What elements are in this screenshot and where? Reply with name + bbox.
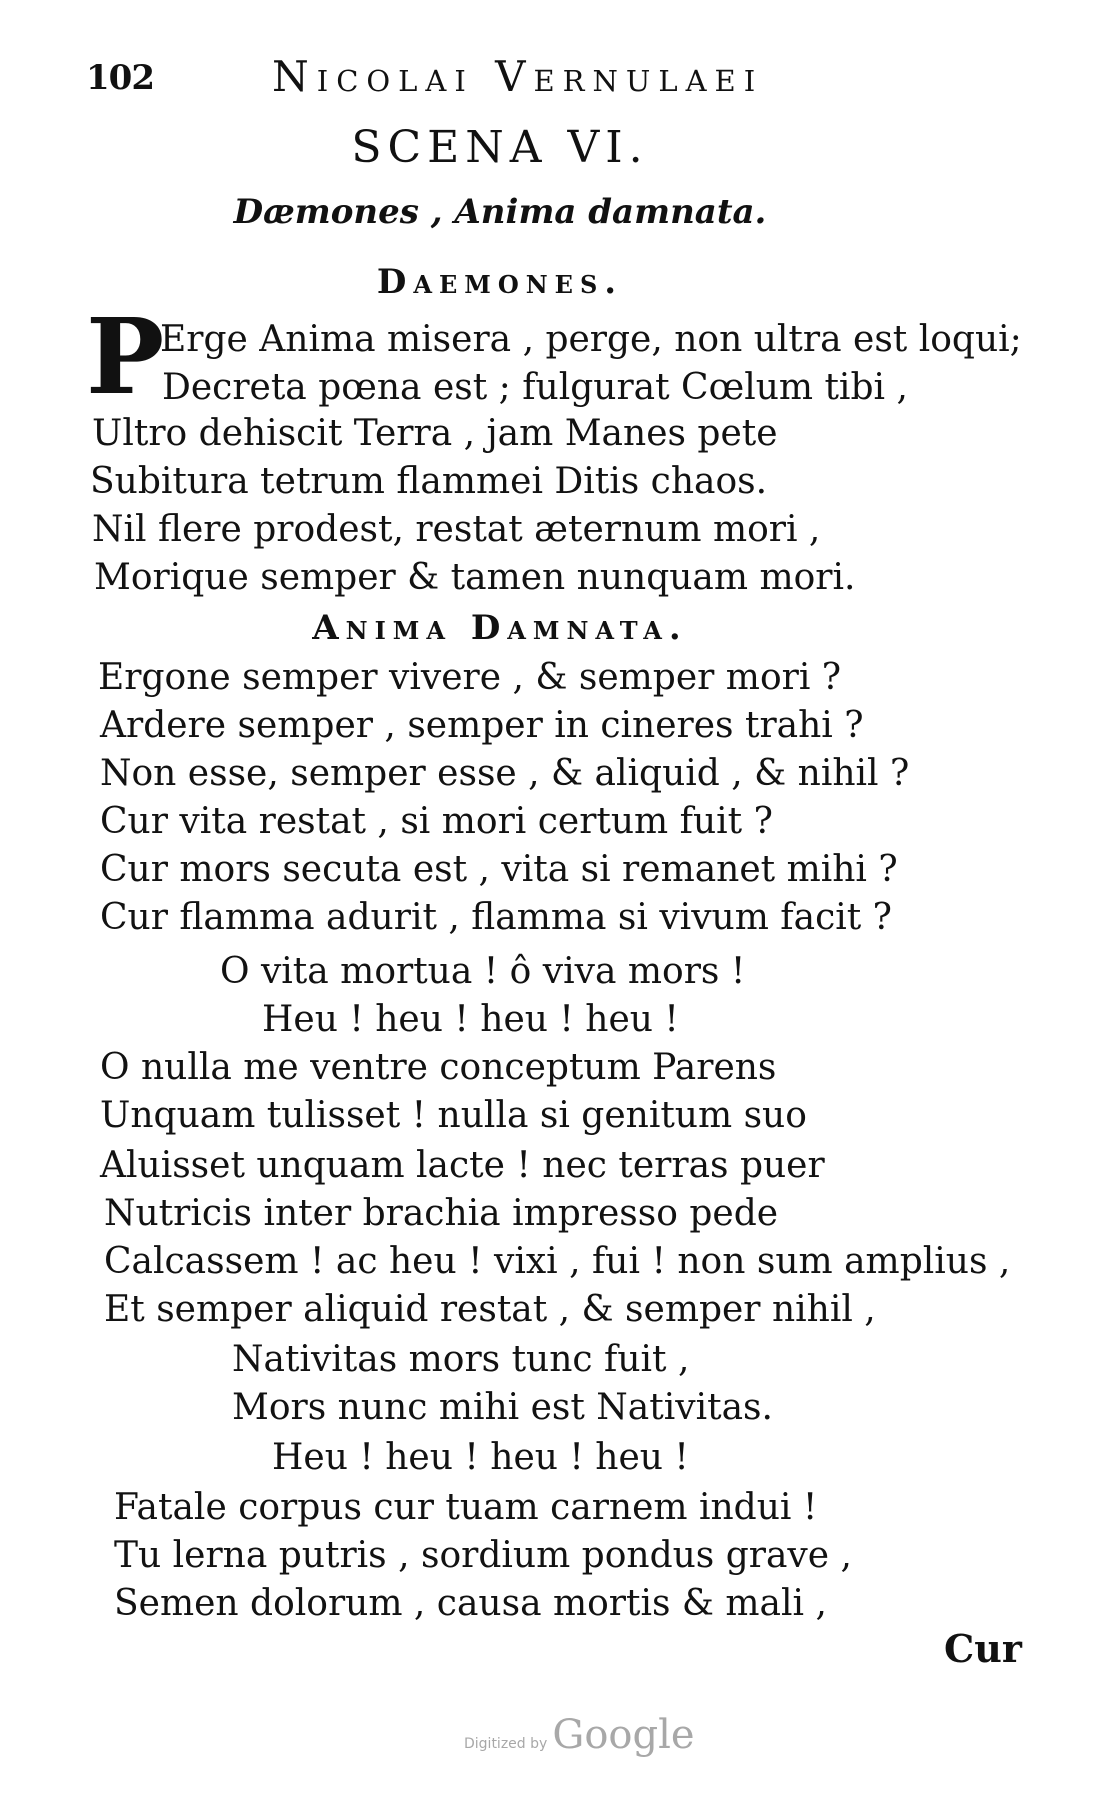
verse-line: Semen dolorum , causa mortis & mali , bbox=[114, 1583, 827, 1624]
speaker-anima-damnata: Anima Damnata. bbox=[312, 608, 688, 648]
watermark-prefix: Digitized by bbox=[464, 1736, 548, 1752]
dramatis-personae: Dæmones , Anima damnata. bbox=[233, 192, 767, 232]
verse-line: Et semper aliquid restat , & semper nihil , bbox=[104, 1289, 876, 1330]
google-logo: Google bbox=[552, 1712, 695, 1758]
verse-line: Ultro dehiscit Terra , jam Manes pete bbox=[92, 413, 778, 454]
running-title: Nicolai Vernulaei bbox=[272, 52, 764, 101]
verse-line: Mors nunc mihi est Nativitas. bbox=[232, 1387, 773, 1428]
verse-line: Non esse, semper esse , & aliquid , & nihil ? bbox=[100, 753, 910, 794]
page-number: 102 bbox=[86, 58, 154, 98]
verse-line: Nativitas mors tunc fuit , bbox=[232, 1339, 690, 1380]
verse-line: Nutricis inter brachia impresso pede bbox=[104, 1193, 779, 1234]
verse-line: Subitura tetrum flammei Ditis chaos. bbox=[90, 461, 768, 502]
verse-line: Erge Anima misera , perge, non ultra est loqui; bbox=[160, 319, 1022, 360]
verse-line: Heu ! heu ! heu ! heu ! bbox=[262, 999, 679, 1040]
verse-line: Cur mors secuta est , vita si remanet mihi ? bbox=[100, 849, 898, 890]
verse-line: O nulla me ventre conceptum Parens bbox=[100, 1047, 777, 1088]
verse-line: Heu ! heu ! heu ! heu ! bbox=[272, 1437, 689, 1478]
digitized-watermark bbox=[464, 1712, 695, 1758]
drop-cap: P bbox=[86, 295, 165, 418]
scene-title: SCENA VI. bbox=[351, 122, 649, 173]
verse-line: Morique semper & tamen nunquam mori. bbox=[94, 557, 856, 598]
verse-line: Fatale corpus cur tuam carnem indui ! bbox=[114, 1487, 818, 1528]
running-header bbox=[86, 52, 846, 112]
verse-line: Aluisset unquam lacte ! nec terras puer bbox=[100, 1145, 825, 1186]
verse-line: Unquam tulisset ! nulla si genitum suo bbox=[100, 1095, 807, 1136]
verse-line: Ergone semper vivere , & semper mori ? bbox=[98, 657, 842, 698]
verse-line: Ardere semper , semper in cineres trahi ? bbox=[100, 705, 864, 746]
verse-line: Nil flere prodest, restat æternum mori , bbox=[92, 509, 821, 550]
verse-line: Decreta pœna est ; fulgurat Cœlum tibi , bbox=[162, 367, 908, 408]
verse-line: Cur flamma adurit , flamma si vivum facit ? bbox=[100, 897, 892, 938]
verse-line: Calcassem ! ac heu ! vixi , fui ! non sum amplius , bbox=[104, 1241, 1011, 1282]
verse-line: Tu lerna putris , sordium pondus grave , bbox=[114, 1535, 852, 1576]
speaker-daemones: Daemones. bbox=[376, 262, 624, 302]
verse-line: O vita mortua ! ô viva mors ! bbox=[220, 951, 746, 992]
catchword: Cur bbox=[944, 1626, 1022, 1671]
verse-line: Cur vita restat , si mori certum fuit ? bbox=[100, 801, 773, 842]
